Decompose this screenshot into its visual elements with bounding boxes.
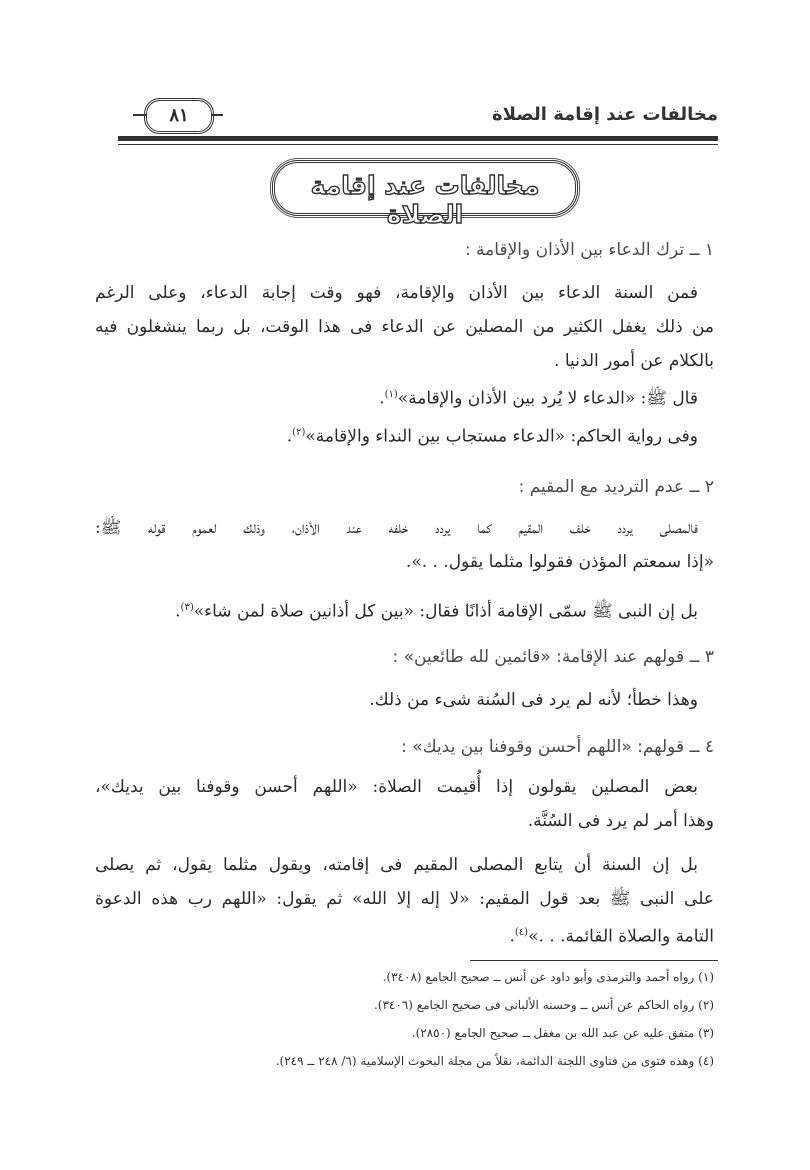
section-1-heading: ١ ــ ترك الدعاء بين الأذان والإقامة : — [464, 240, 714, 260]
section-4-line-3: بل إن السنة أن يتابع المصلى المقيم فى إقامته، ويقول مثلما يقول، ثم يصلى — [95, 855, 698, 875]
footnote-2: (٢) رواه الحاكم عن أنس ــ وحسنه الألبانى فى صحيح الجامع (٣٤٠٦). — [373, 998, 714, 1012]
footnote-3: (٣) متفق عليه عن عبد الله بن مغفل ــ صحيح الجامع (٢٨٥٠). — [411, 1026, 714, 1040]
section-2-line-1: فالمصلى يردد خلف المقيم كما يردد خلفه عند الأذان، وذلك لعموم قوله ﷺ: — [95, 518, 698, 538]
footnote-1: (١) رواه أحمد والترمذى وأبو داود عن أنس ــ صحيح الجامع (٣٤٠٨). — [382, 970, 714, 984]
hadith-2-text: وفى رواية الحاكم: «الدعاء مستجاب بين النداء والإقامة» — [305, 426, 698, 447]
section-1-line-1: فمن السنة الدعاء بين الأذان والإقامة، فهو وقت إجابة الدعاء، وعلى الرغم — [95, 283, 698, 303]
hadith-1-text: قال ﷺ: «الدعاء لا يُرد بين الأذان والإقامة» — [397, 388, 698, 409]
section-3-line-1: وهذا خطأ؛ لأنه لم يرد فى السُنة شىء من ذلك. — [369, 690, 698, 710]
hadith-1: قال ﷺ: «الدعاء لا يُرد بين الأذان والإقامة»$^{(١)}$. — [379, 388, 698, 409]
footnote-ref-3: (٣) — [180, 602, 194, 613]
section-1-line-2: من ذلك يغفل الكثير من المصلين عن الدعاء فى هذا الوقت، بل ربما ينشغلون فيه — [95, 317, 714, 337]
section-2-para-2: بل إن النبى ﷺ سمّى الإقامة أذانًا فقال: «بين كل أذانين صلاة لمن شاء»$^{(٣)}$. — [175, 601, 698, 622]
chapter-title-frame — [272, 160, 578, 229]
chapter-title: مخالفات عند إقامة الصلاة — [310, 171, 540, 229]
header-rule-thick — [118, 136, 718, 141]
section-2-heading: ٢ ــ عدم الترديد مع المقيم : — [518, 477, 714, 497]
section-2-line-2: «إذا سمعتم المؤذن فقولوا مثلما يقول. . .». — [405, 552, 714, 572]
section-4-line-2: وهذا أمر لم يرد فى السُنَّة. — [527, 811, 714, 831]
footnote-4: (٤) وهذه فتوى من فتاوى اللجنة الدائمة، نقلاً من مجلة البحوث الإسلامية (٦/ ٢٤٨ ــ ٢٤٩). — [275, 1054, 714, 1068]
footnote-ref-1: (١) — [384, 389, 398, 400]
section-2-para-2-text: بل إن النبى ﷺ سمّى الإقامة أذانًا فقال: «بين كل أذانين صلاة لمن شاء» — [193, 601, 698, 622]
section-4-line-5-text: التامة والصلاة القائمة. . .» — [528, 926, 714, 947]
section-4-heading: ٤ ــ قولهم: «اللهم أحسن وقوفنا بين يديك» : — [401, 737, 714, 757]
section-1-line-3: بالكلام عن أمور الدنيا . — [554, 351, 714, 371]
footnote-separator — [470, 960, 718, 961]
page-number: ٨١ — [144, 98, 214, 134]
hadith-2: وفى رواية الحاكم: «الدعاء مستجاب بين النداء والإقامة»$^{(٢)}$. — [286, 426, 698, 447]
section-4-line-4: على النبى ﷺ بعد قول المقيم: «لا إله إلا الله» ثم يقول: «اللهم رب هذه الدعوة — [95, 889, 714, 909]
header-rule-thin — [118, 144, 718, 145]
running-header-title: مخالفات عند إقامة الصلاة — [491, 104, 718, 125]
section-4-line-5: التامة والصلاة القائمة. . .»$^{(٤)}$. — [509, 926, 714, 947]
section-4-line-1: بعض المصلين يقولون إذا أُقيمت الصلاة: «اللهم أحسن وقوفنا بين يديك»، — [95, 777, 698, 797]
section-3-heading: ٣ ــ قولهم عند الإقامة: «قائمين لله طائعين» : — [392, 647, 714, 667]
footnote-ref-4: (٤) — [514, 927, 529, 938]
footnote-ref-2: (٢) — [292, 427, 306, 438]
